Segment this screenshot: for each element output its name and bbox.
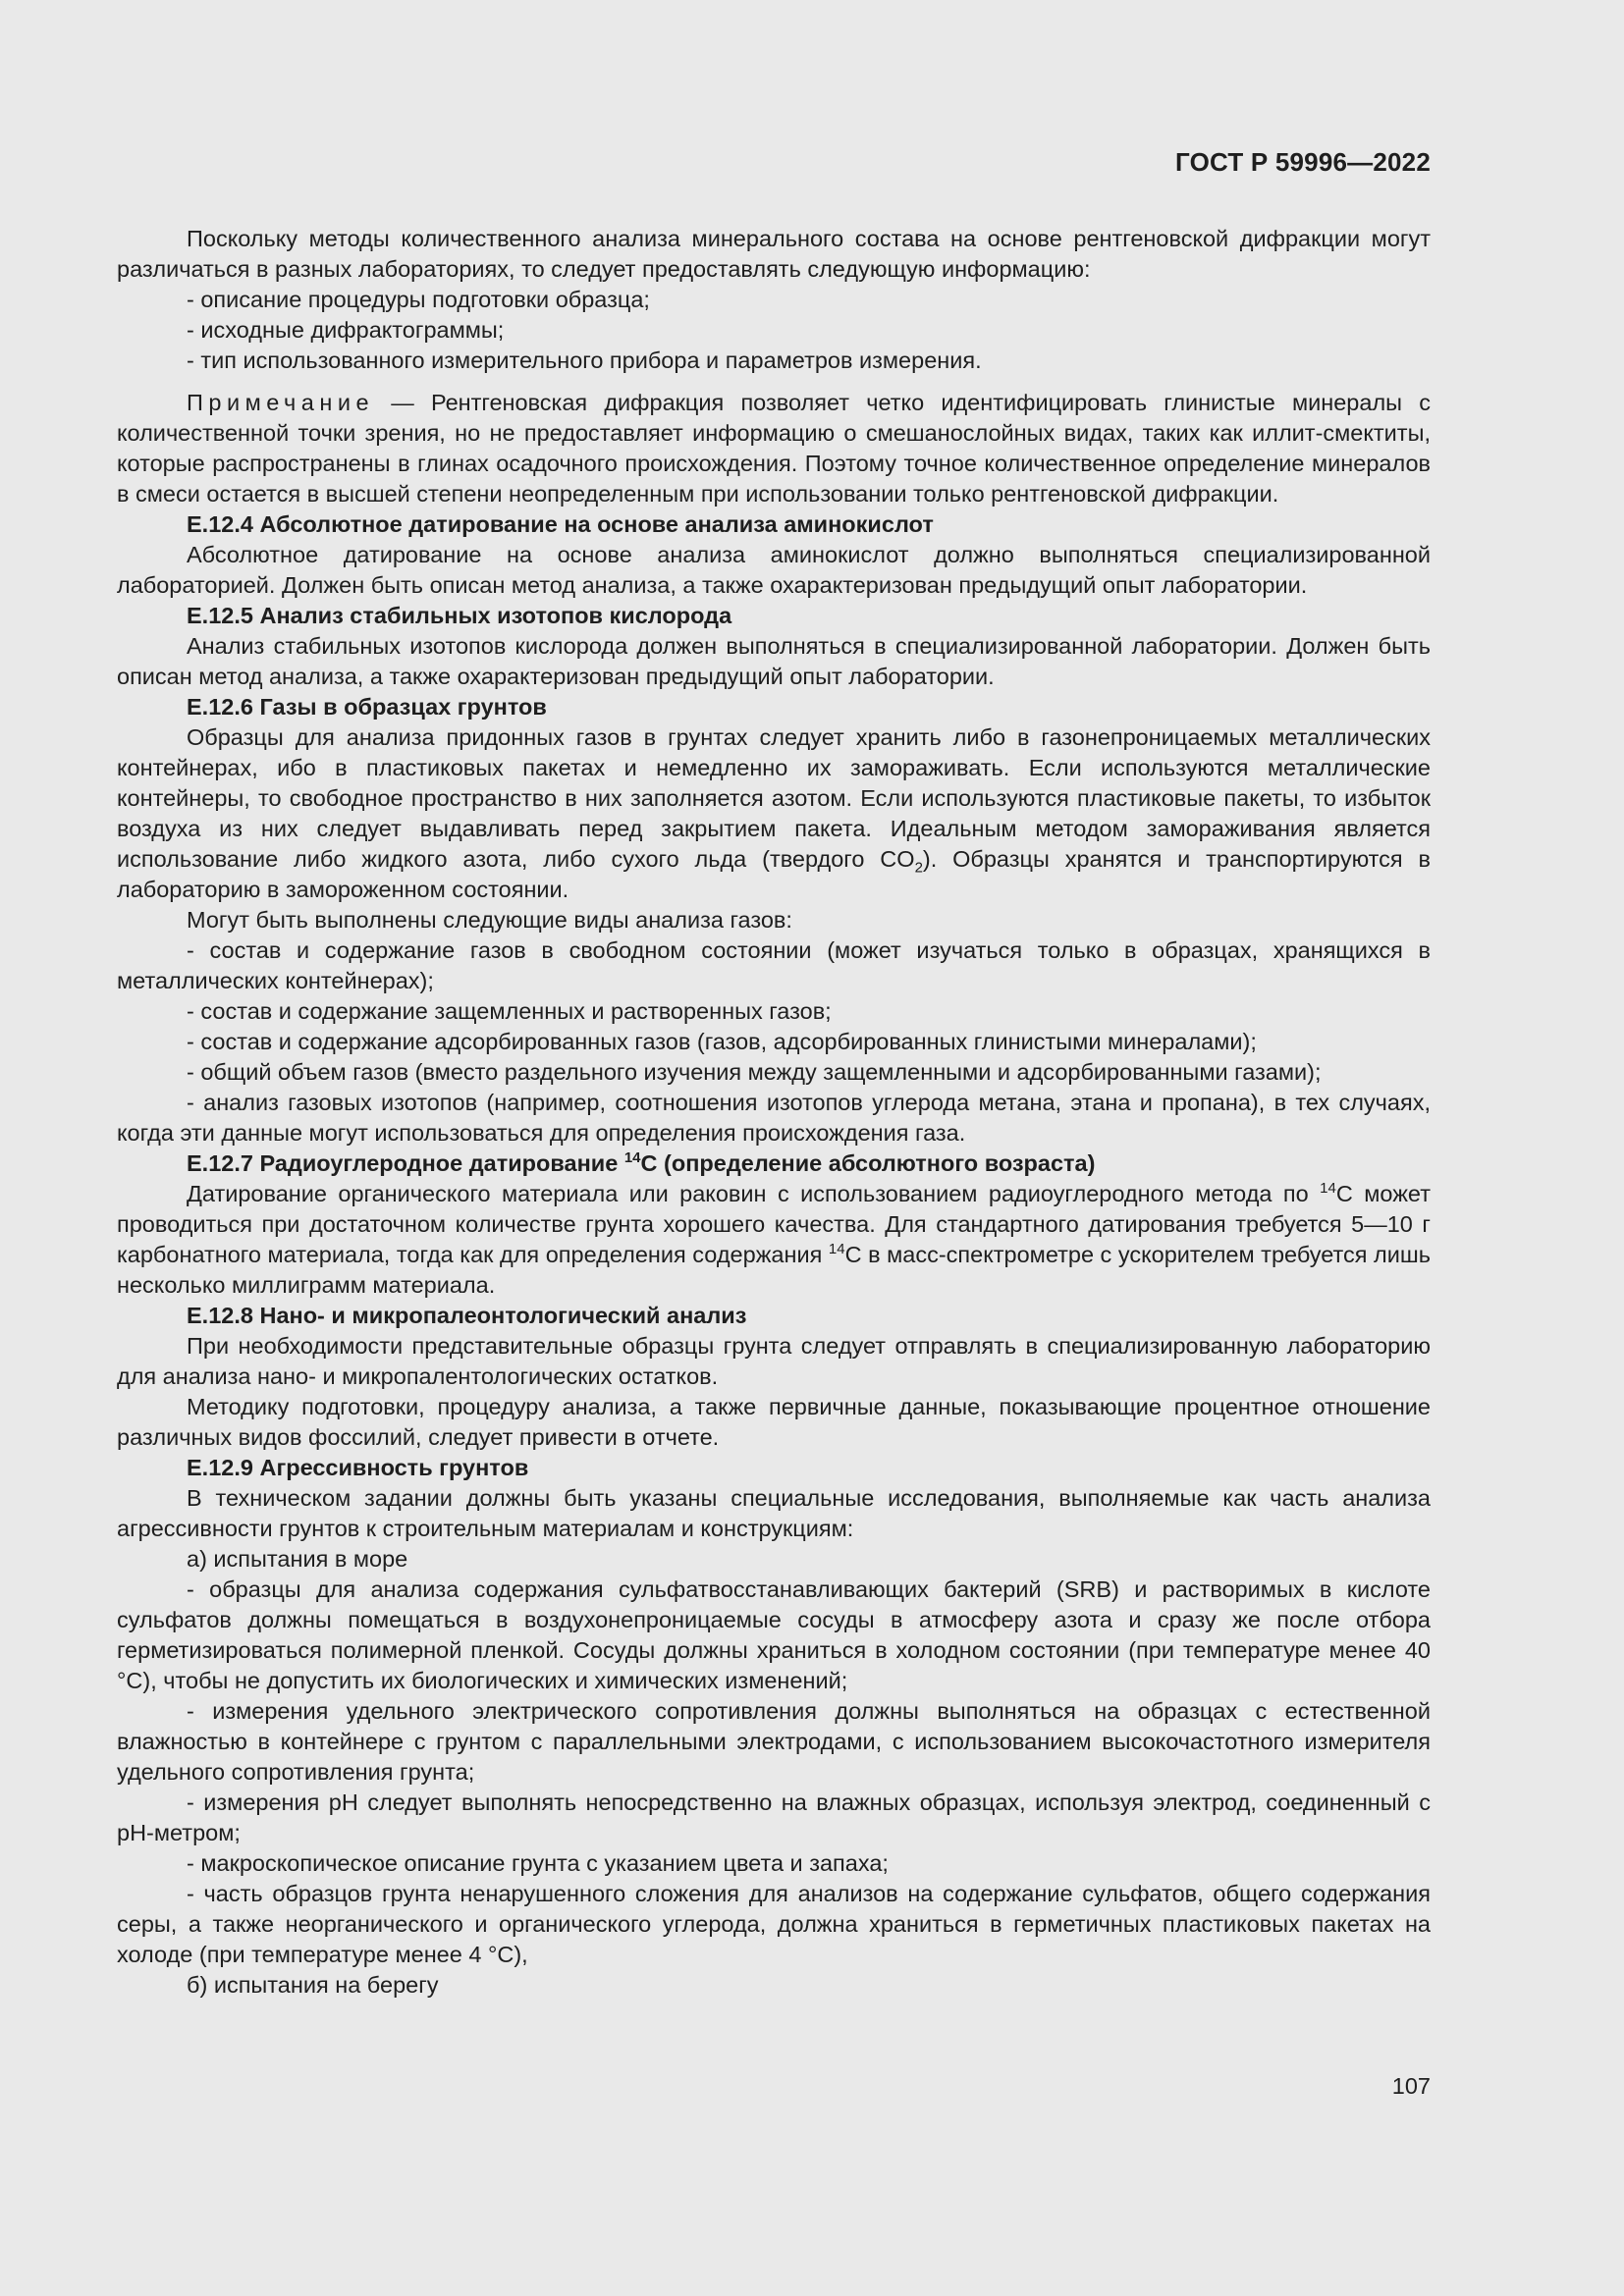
section-text-e128: При необходимости представительные образцы грунта следует отправлять в специализированную лабораторию для анализа нано- и микропалентологических остатков. — [117, 1333, 1431, 1389]
text-fragment: ). Образцы хранятся и транспортируются в лабораторию в замороженном состоянии. — [117, 846, 1432, 902]
superscript: 14 — [1320, 1180, 1336, 1198]
section-text-e128: Методику подготовки, процедуру анализа, а также первичные данные, показывающие процентное отношение различных видов фоссилий, следует привести в отчете. — [117, 1394, 1431, 1450]
section-text-e126-intro: Могут быть выполнены следующие виды анализа газов: — [187, 907, 792, 933]
intro-list-item: - описание процедуры подготовки образца; — [187, 287, 650, 312]
subsection-label-a: а) испытания в море — [187, 1546, 408, 1572]
text-fragment: С в масс-спектрометре с ускорителем требуется лишь несколько миллиграмм материала. — [117, 1242, 1431, 1298]
text-fragment: С может проводиться при достаточном количестве грунта хорошего качества. Для стандартного датирования требуется 5—10 г карбонатного материала, тогда как для определения содержания — [117, 1181, 1431, 1267]
gas-list-item: - анализ газовых изотопов (например, соотношения изотопов углерода метана, этана и пропана), в тех случаях, когда эти данные могут использоваться для определения происхождения газа. — [117, 1090, 1431, 1146]
intro-list-item: - исходные дифрактограммы; — [187, 317, 505, 343]
section-text-e125: Анализ стабильных изотопов кислорода должен выполняться в специализированной лаборатории. Должен быть описан метод анализа, а также охарактеризован предыдущий опыт лаборатории. — [117, 633, 1431, 689]
gas-list-item: - состав и содержание газов в свободном состоянии (может изучаться только в образцах, хранящихся в металлических контейнерах); — [117, 937, 1431, 993]
section-heading-e126: Е.12.6 Газы в образцах грунтов — [187, 694, 547, 720]
intro-paragraph: Поскольку методы количественного анализа минерального состава на основе рентгеновской дифракции могут различаться в разных лабораториях, то следует предоставлять следующую информацию: — [117, 226, 1431, 282]
section-text-e124: Абсолютное датирование на основе анализа аминокислот должно выполняться специализированной лабораторией. Должен быть описан метод анализа, а также охарактеризован предыдущий опыт лаборатории. — [117, 542, 1431, 598]
sea-test-list-item: - измерения удельного электрического сопротивления должны выполняться на образцах с естественной влажностью в контейнере с грунтом с параллельными электродами, с использованием высокочастотного измерителя удельного сопротивления грунта; — [117, 1698, 1431, 1785]
note-text: — Рентгеновская дифракция позволяет четко идентифицировать глинистые минералы с количественной точки зрения, но не предоставляет информацию о смешанослойных видах, таких как иллит-смектиты, которые распространены в глинах осадочного происхождения. Поэтому точное количественное определение минералов в смеси остается в высшей степени неопределенным при использовании только рентгеновской дифракции. — [117, 390, 1431, 507]
page-number: 107 — [1391, 2073, 1431, 2099]
section-text-e127 — [117, 1179, 1431, 1301]
sea-test-list-item: - измерения pH следует выполнять непосредственно на влажных образцах, используя электрод, соединенный с pH-метром; — [117, 1789, 1431, 1845]
section-heading-e129: Е.12.9 Агрессивность грунтов — [187, 1455, 529, 1480]
text-fragment: Е.12.7 Радиоуглеродное датирование — [187, 1150, 624, 1176]
section-heading-e124: Е.12.4 Абсолютное датирование на основе анализа аминокислот — [187, 511, 934, 537]
sea-test-list-item: - часть образцов грунта ненарушенного сложения для анализов на содержание сульфатов, общего содержания серы, а также неорганического и органического углерода, должна храниться в герметичных пластиковых пакетах на холоде (при температуре менее 4 °C), — [117, 1881, 1431, 1967]
text-fragment: С (определение абсолютного возраста) — [640, 1150, 1096, 1176]
subscript: 2 — [914, 859, 923, 877]
gas-list-item: - состав и содержание адсорбированных газов (газов, адсорбированных глинистыми минералами); — [187, 1029, 1257, 1054]
document-header: ГОСТ Р 59996—2022 — [1175, 147, 1431, 177]
section-heading-e127 — [117, 1148, 1431, 1179]
sea-test-list-item: - образцы для анализа содержания сульфатвосстанавливающих бактерий (SRB) и растворимых в кислоте сульфатов должны помещаться в воздухонепроницаемые сосуды в атмосферу азота и сразу же после отбора герметизироваться полимерной пленкой. Сосуды должны храниться в холодном состоянии (при температуре менее 40 °C), чтобы не допустить их биологических и химических изменений; — [117, 1576, 1431, 1693]
note-label: Примечание — [187, 390, 375, 415]
section-text-e126 — [117, 722, 1431, 905]
intro-list-item: - тип использованного измерительного прибора и параметров измерения. — [187, 347, 982, 373]
gas-list-item: - состав и содержание защемленных и растворенных газов; — [187, 998, 832, 1024]
superscript: 14 — [828, 1241, 845, 1258]
section-heading-e125: Е.12.5 Анализ стабильных изотопов кислорода — [187, 603, 732, 628]
sea-test-list-item: - макроскопическое описание грунта с указанием цвета и запаха; — [187, 1850, 889, 1876]
text-fragment: Образцы для анализа придонных газов в грунтах следует хранить либо в газонепроницаемых металлических контейнерах, ибо в пластиковых пакетах и немедленно их замораживать. Если используются металлические контейнеры, то свободное пространство в них заполняется азотом. Если используются пластиковые пакеты, то избыток воздуха из них следует выдавливать перед закрытием пакета. Идеальным методом замораживания является использование либо жидкого азота, либо сухого льда (твердого CO — [117, 724, 1431, 872]
superscript: 14 — [623, 1149, 641, 1167]
text-fragment: Датирование органического материала или раковин с использованием радиоуглеродного метода по — [187, 1181, 1321, 1206]
document-body — [117, 224, 1431, 2001]
note-paragraph — [117, 388, 1431, 509]
subsection-label-b: б) испытания на берегу — [187, 1972, 439, 1998]
gas-list-item: - общий объем газов (вместо раздельного изучения между защемленными и адсорбированными газами); — [187, 1059, 1322, 1085]
section-heading-e128: Е.12.8 Нано- и микропалеонтологический анализ — [187, 1303, 747, 1328]
section-text-e129: В техническом задании должны быть указаны специальные исследования, выполняемые как часть анализа агрессивности грунтов к строительным материалам и конструкциям: — [117, 1485, 1431, 1541]
